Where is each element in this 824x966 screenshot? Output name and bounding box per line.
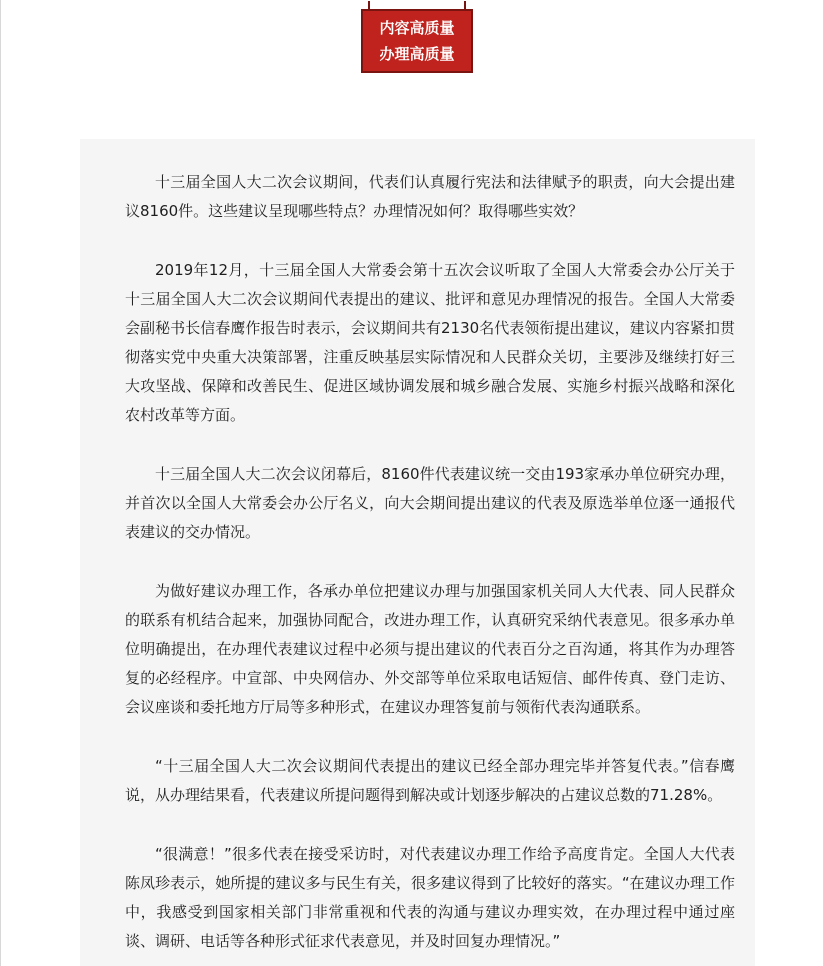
article-paragraph-4: 为做好建议办理工作，各承办单位把建议办理与加强国家机关同人大代表、同人民群众的联系有机结合起来，加强协同配合，改进办理工作，认真研究采纳代表意见。很多承办单位明确提出，在办理代表建议过程中必须与提出建议的代表百分之百沟通，将其作为办理答复的必经程序。中宣部、中央网信办、外交部等单位采取电话短信、邮件传真、登门走访、会议座谈和委托地方厅局等多种形式，在建议办理答复前与领衔代表沟通联系。 <box>125 582 735 716</box>
header-badge <box>361 9 473 73</box>
article-body <box>80 139 755 966</box>
header-badge-line1: 内容高质量 <box>379 19 455 37</box>
article-paragraph-2: 2019年12月，十三届全国人大常委会第十五次会议听取了全国人大常委会办公厅关于十三届全国人大二次会议期间代表提出的建议、批评和意见办理情况的报告。全国人大常委会副秘书长信春鹰作报告时表示，会议期间共有2130名代表领衔提出建议，建议内容紧扣贯彻落实党中央重大决策部署，注重反映基层实际情况和人民群众关切，主要涉及继续打好三大攻坚战、保障和改善民生、促进区域协调发展和城乡融合发展、实施乡村振兴战略和深化农村改革等方面。 <box>125 261 735 424</box>
left-frame-line <box>0 0 1 966</box>
header-badge-line2: 办理高质量 <box>379 45 455 63</box>
article-paragraph-3: 十三届全国人大二次会议闭幕后，8160件代表建议统一交由193家承办单位研究办理，并首次以全国人大常委会办公厅名义，向大会期间提出建议的代表及原选举单位逐一通报代表建议的交办情况。 <box>125 465 735 541</box>
article-paragraph-6: “很满意！”很多代表在接受采访时，对代表建议办理工作给予高度肯定。全国人大代表陈凤珍表示，她所提的建议多与民生有关，很多建议得到了比较好的落实。“在建议办理工作中，我感受到国家相关部门非常重视和代表的沟通与建议办理实效，在办理过程中通过座谈、调研、电话等各种形式征求代表意见，并及时回复办理情况。” <box>125 845 735 950</box>
article-paragraph-1: 十三届全国人大二次会议期间，代表们认真履行宪法和法律赋予的职责，向大会提出建议8160件。这些建议呈现哪些特点？办理情况如何？取得哪些实效？ <box>125 173 735 220</box>
article-paragraph-5: “十三届全国人大二次会议期间代表提出的建议已经全部办理完毕并答复代表。”信春鹰说，从办理结果看，代表建议所提问题得到解决或计划逐步解决的占建议总数的71.28%。 <box>125 757 735 804</box>
